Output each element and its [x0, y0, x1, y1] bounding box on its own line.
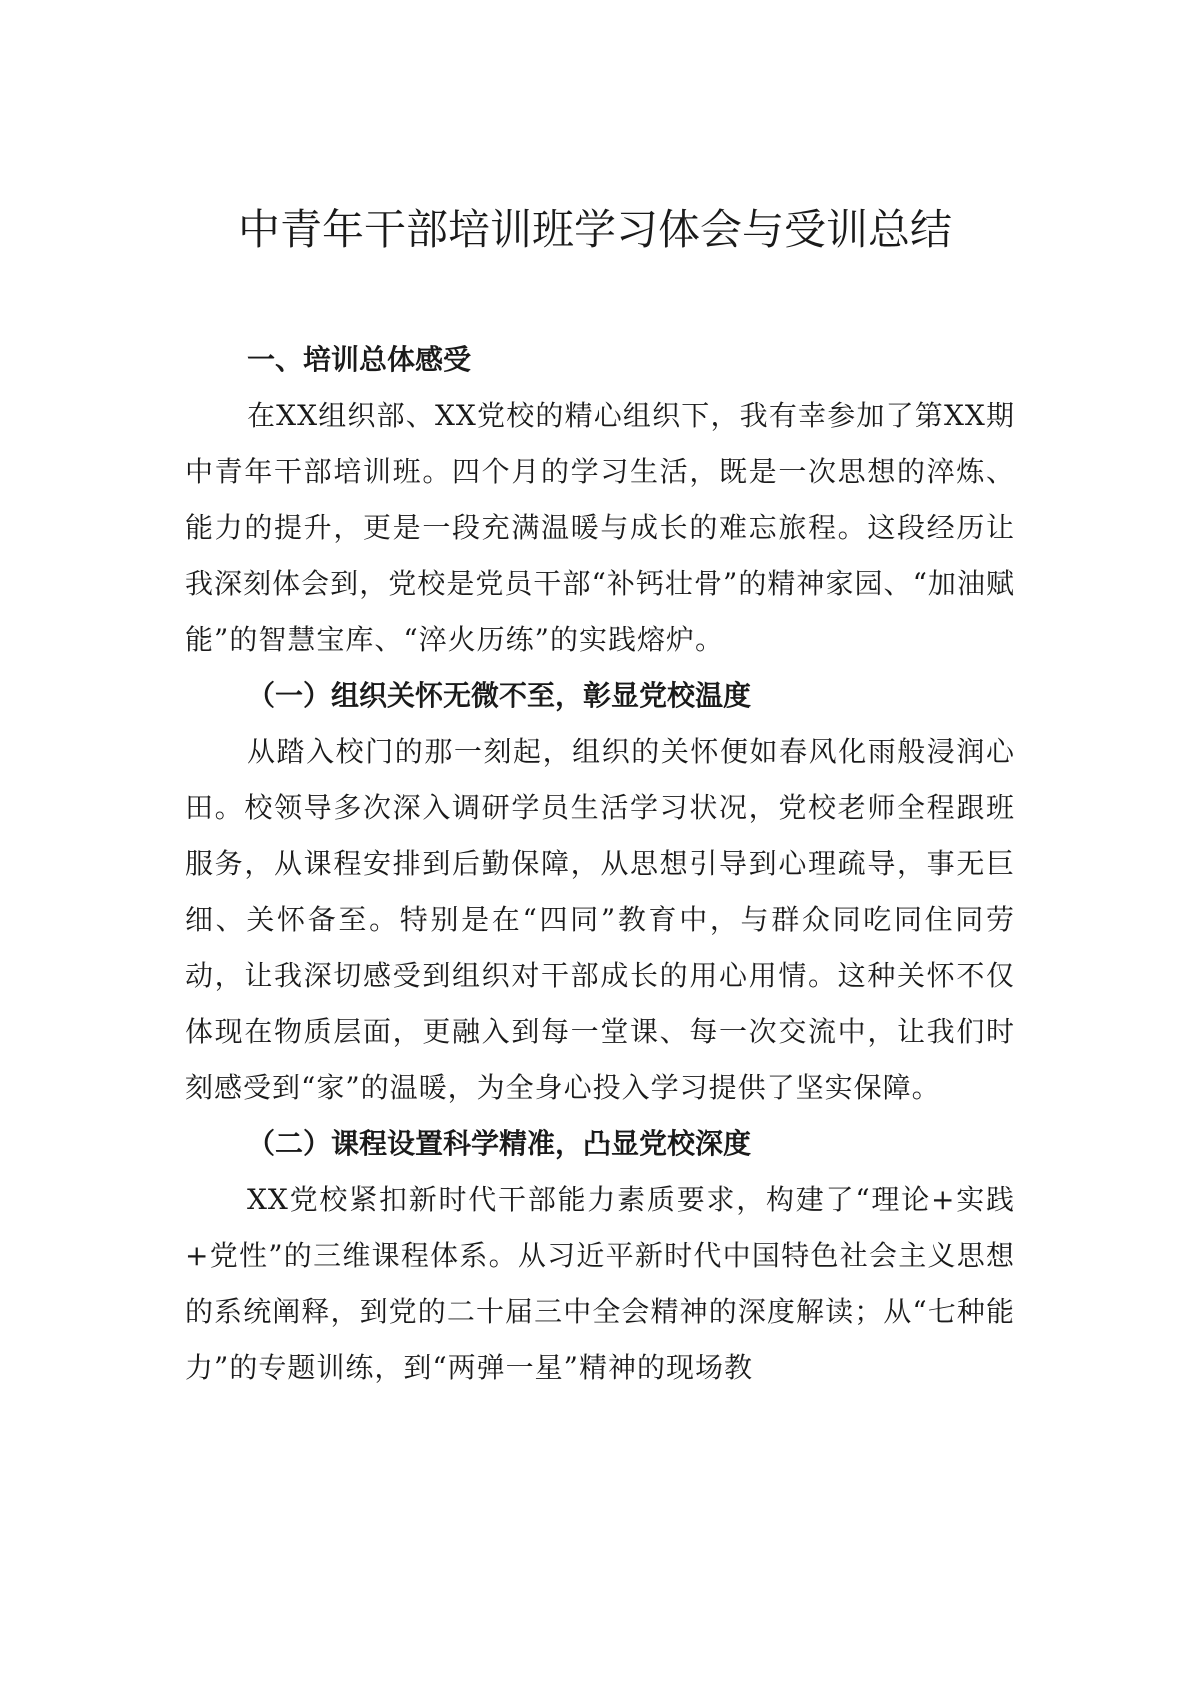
subsection-paragraph-1: 从踏入校门的那一刻起，组织的关怀便如春风化雨般浸润心田。校领导多次深入调研学员生活学习状况，党校老师全程跟班服务，从课程安排到后勤保障，从思想引导到心理疏导，事无巨细、关怀备至。特别是在“四同”教育中，与群众同吃同住同劳动，让我深切感受到组织对干部成长的用心用情。这种关怀不仅体现在物质层面，更融入到每一堂课、每一次交流中，让我们时刻感受到“家”的温暖，为全身心投入学习提供了坚实保障。 — [185, 735, 1015, 1104]
intro-paragraph: 在XX组织部、XX党校的精心组织下，我有幸参加了第XX期中青年干部培训班。四个月的学习生活，既是一次思想的淬炼、能力的提升，更是一段充满温暖与成长的难忘旅程。这段经历让我深刻体会到，党校是党员干部“补钙壮骨”的精神家园、“加油赋能”的智慧宝库、“淬火历练”的实践熔炉。 — [185, 399, 1015, 656]
section-heading: 一、培训总体感受 — [247, 343, 472, 376]
subsection-heading-2: （二）课程设置科学精准，凸显党校深度 — [247, 1127, 752, 1160]
document-body — [185, 332, 1015, 1396]
document-title: 中青年干部培训班学习体会与受训总结 — [237, 205, 952, 254]
subsection-paragraph-2: XX党校紧扣新时代干部能力素质要求，构建了“理论+实践+党性”的三维课程体系。从习近平新时代中国特色社会主义思想的系统阐释，到党的二十届三中全会精神的深度解读；从“七种能力”的专题训练，到“两弹一星”精神的现场教 — [185, 1183, 1015, 1384]
subsection-heading-1: （一）组织关怀无微不至，彰显党校温度 — [247, 679, 752, 712]
